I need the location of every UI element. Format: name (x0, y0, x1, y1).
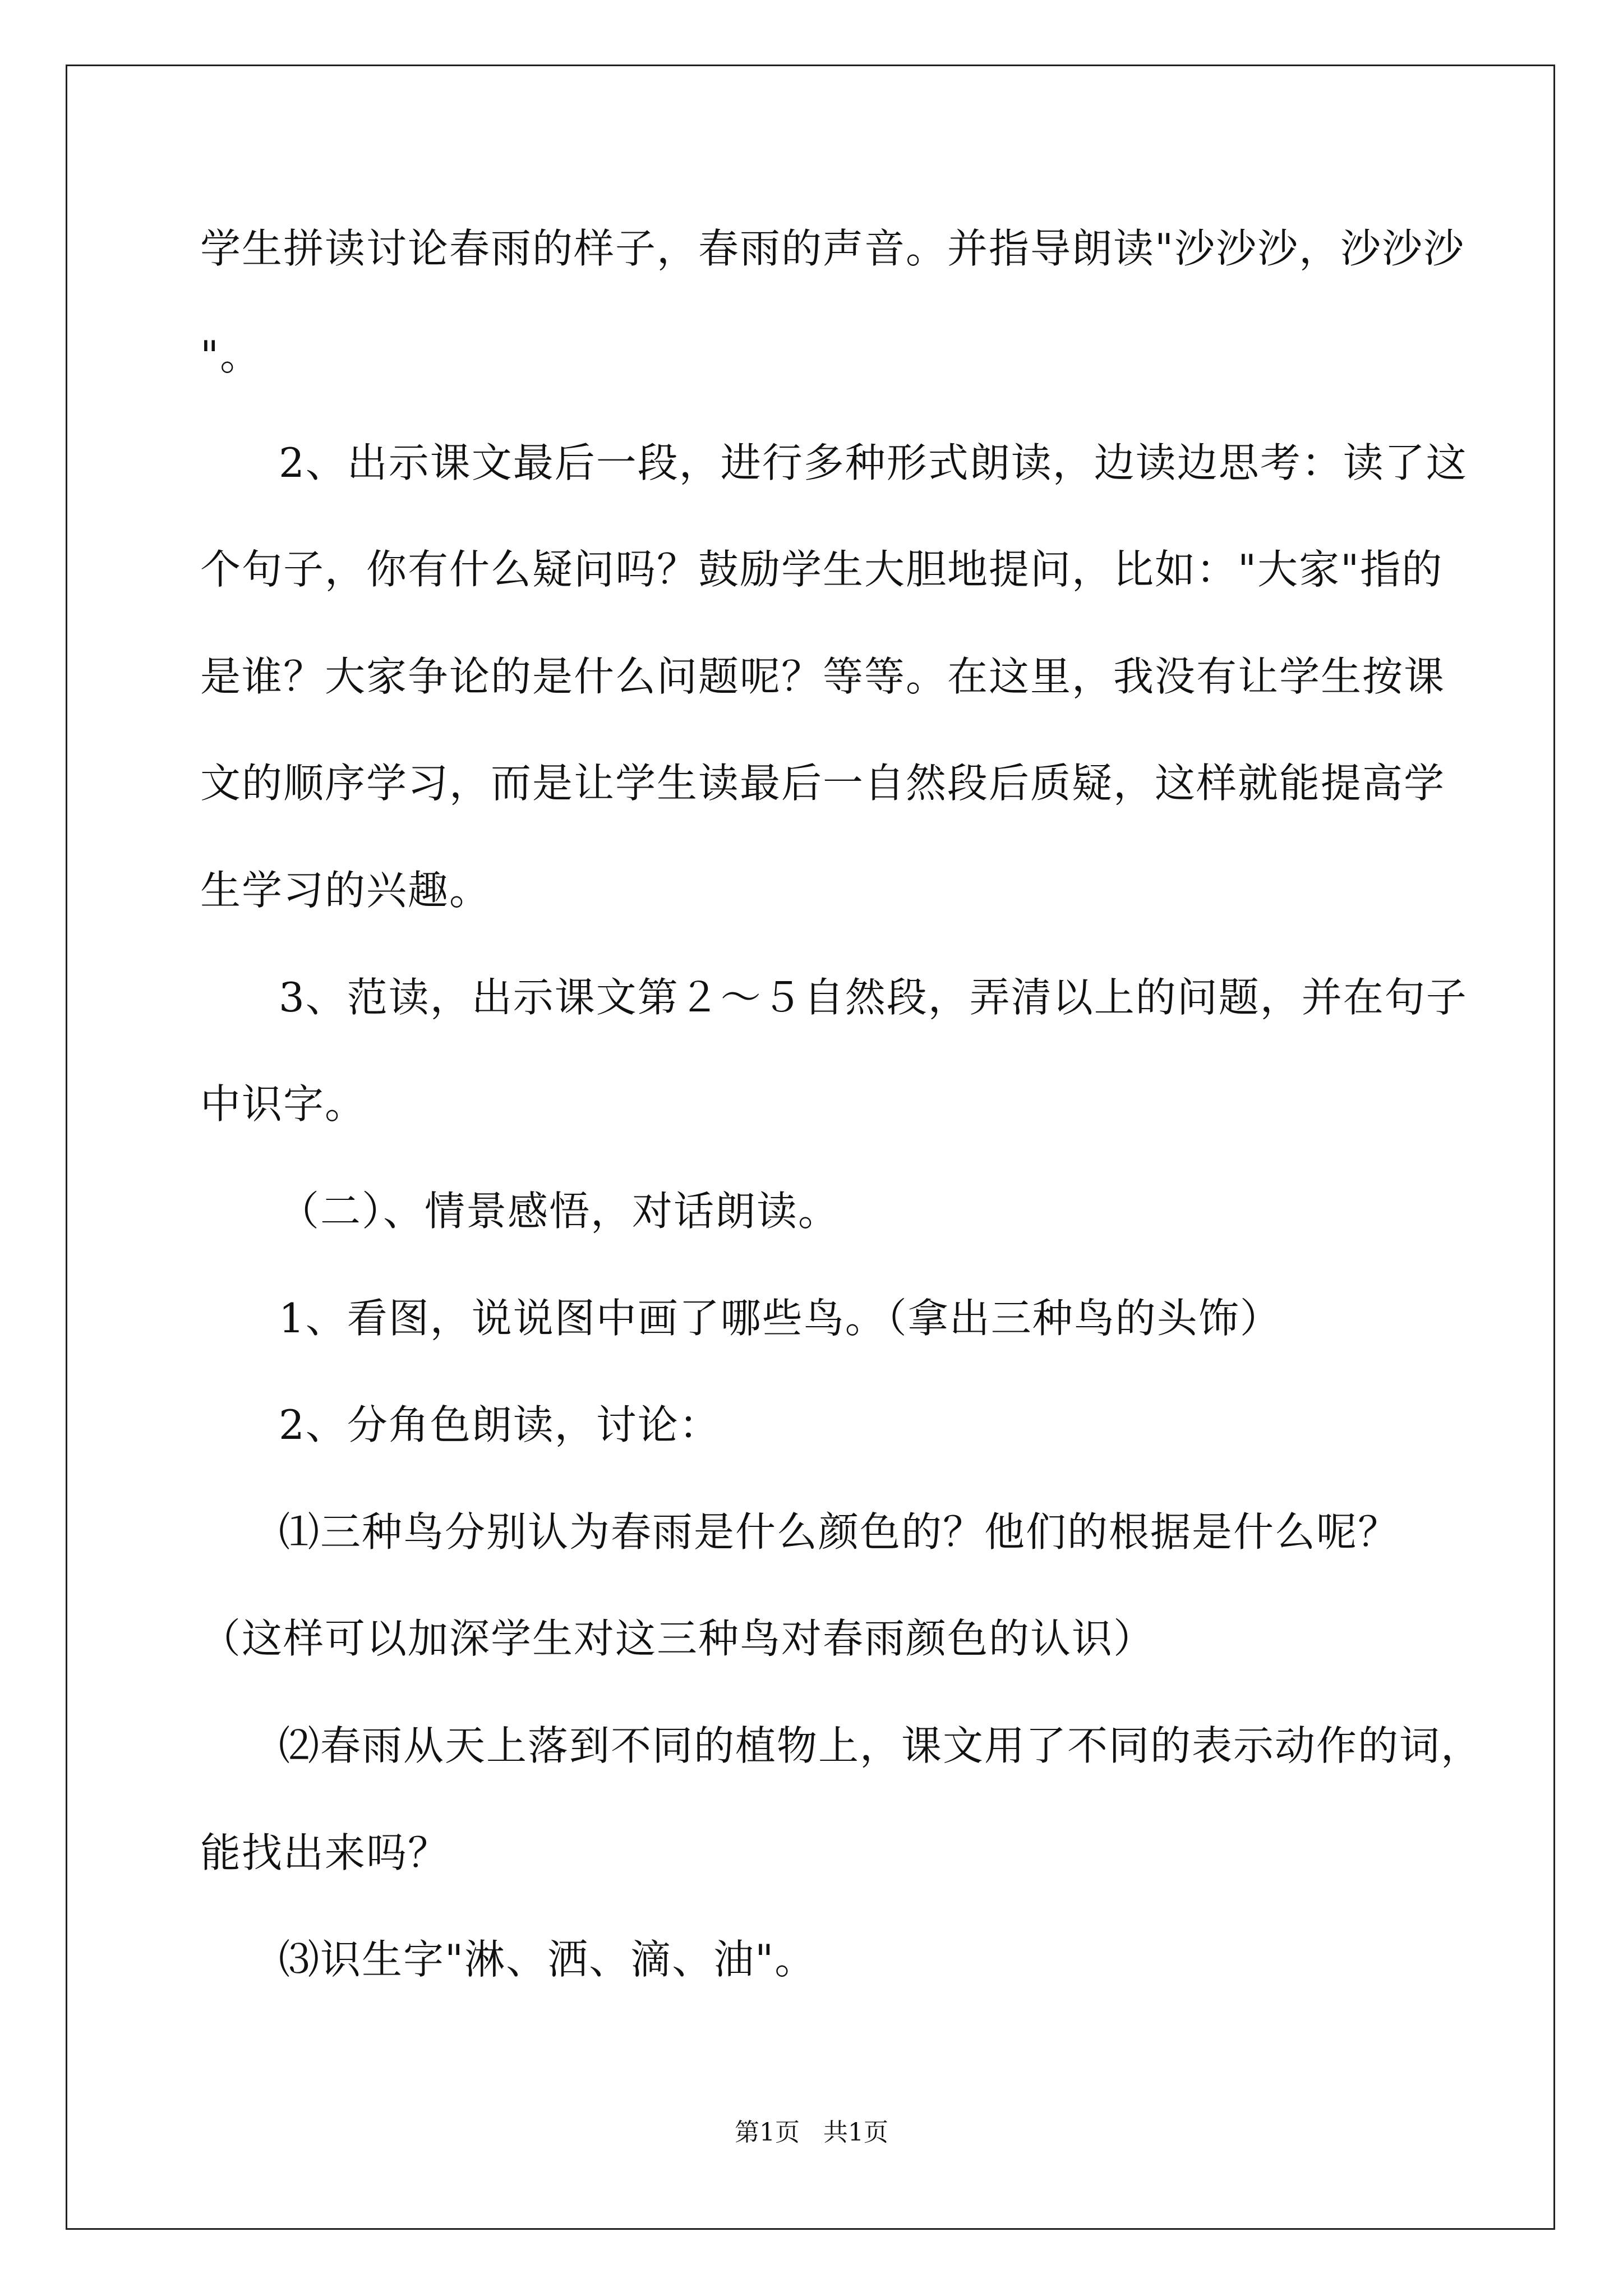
page-footer: 第1页 共1页 (735, 2118, 888, 2147)
text-line: 1、看图，说说图中画了哪些鸟。（拿出三种鸟的头饰） (279, 1295, 1281, 1342)
text-line: 生学习的兴趣。 (200, 867, 491, 914)
text-line: 中识字。 (200, 1080, 367, 1128)
text-line: "。 (200, 332, 262, 379)
text-line: 2、分角色朗读，讨论： (279, 1401, 721, 1448)
text-line: 学生拼读讨论春雨的样子，春雨的声音。并指导朗读"沙沙沙，沙沙沙 (200, 225, 1465, 272)
page-border (66, 65, 1555, 2230)
text-line: ⑴三种鸟分别认为春雨是什么颜色的？他们的根据是什么呢？ (279, 1508, 1400, 1556)
text-line: 是谁？大家争论的是什么问题呢？等等。在这里，我没有让学生按课 (200, 653, 1446, 700)
text-line: 2、出示课文最后一段，进行多种形式朗读，边读边思考：读了这 (279, 439, 1468, 486)
text-line: 个句子，你有什么疑问吗？鼓励学生大胆地提问，比如："大家"指的 (200, 546, 1444, 593)
text-line: （这样可以加深学生对这三种鸟对春雨颜色的认识） (200, 1615, 1155, 1662)
text-line: ⑶识生字"淋、洒、滴、油"。 (279, 1936, 817, 1983)
section-heading: （二）、情景感悟，对话朗读。 (279, 1188, 840, 1235)
text-line: 文的顺序学习，而是让学生读最后一自然段后质疑，这样就能提高学 (200, 760, 1446, 807)
text-line: 能找出来吗？ (200, 1829, 450, 1876)
text-line: 3、范读，出示课文第２～５自然段，弄清以上的问题，并在句子 (279, 974, 1468, 1021)
text-line: ⑵春雨从天上落到不同的植物上，课文用了不同的表示动作的词， (279, 1722, 1483, 1769)
